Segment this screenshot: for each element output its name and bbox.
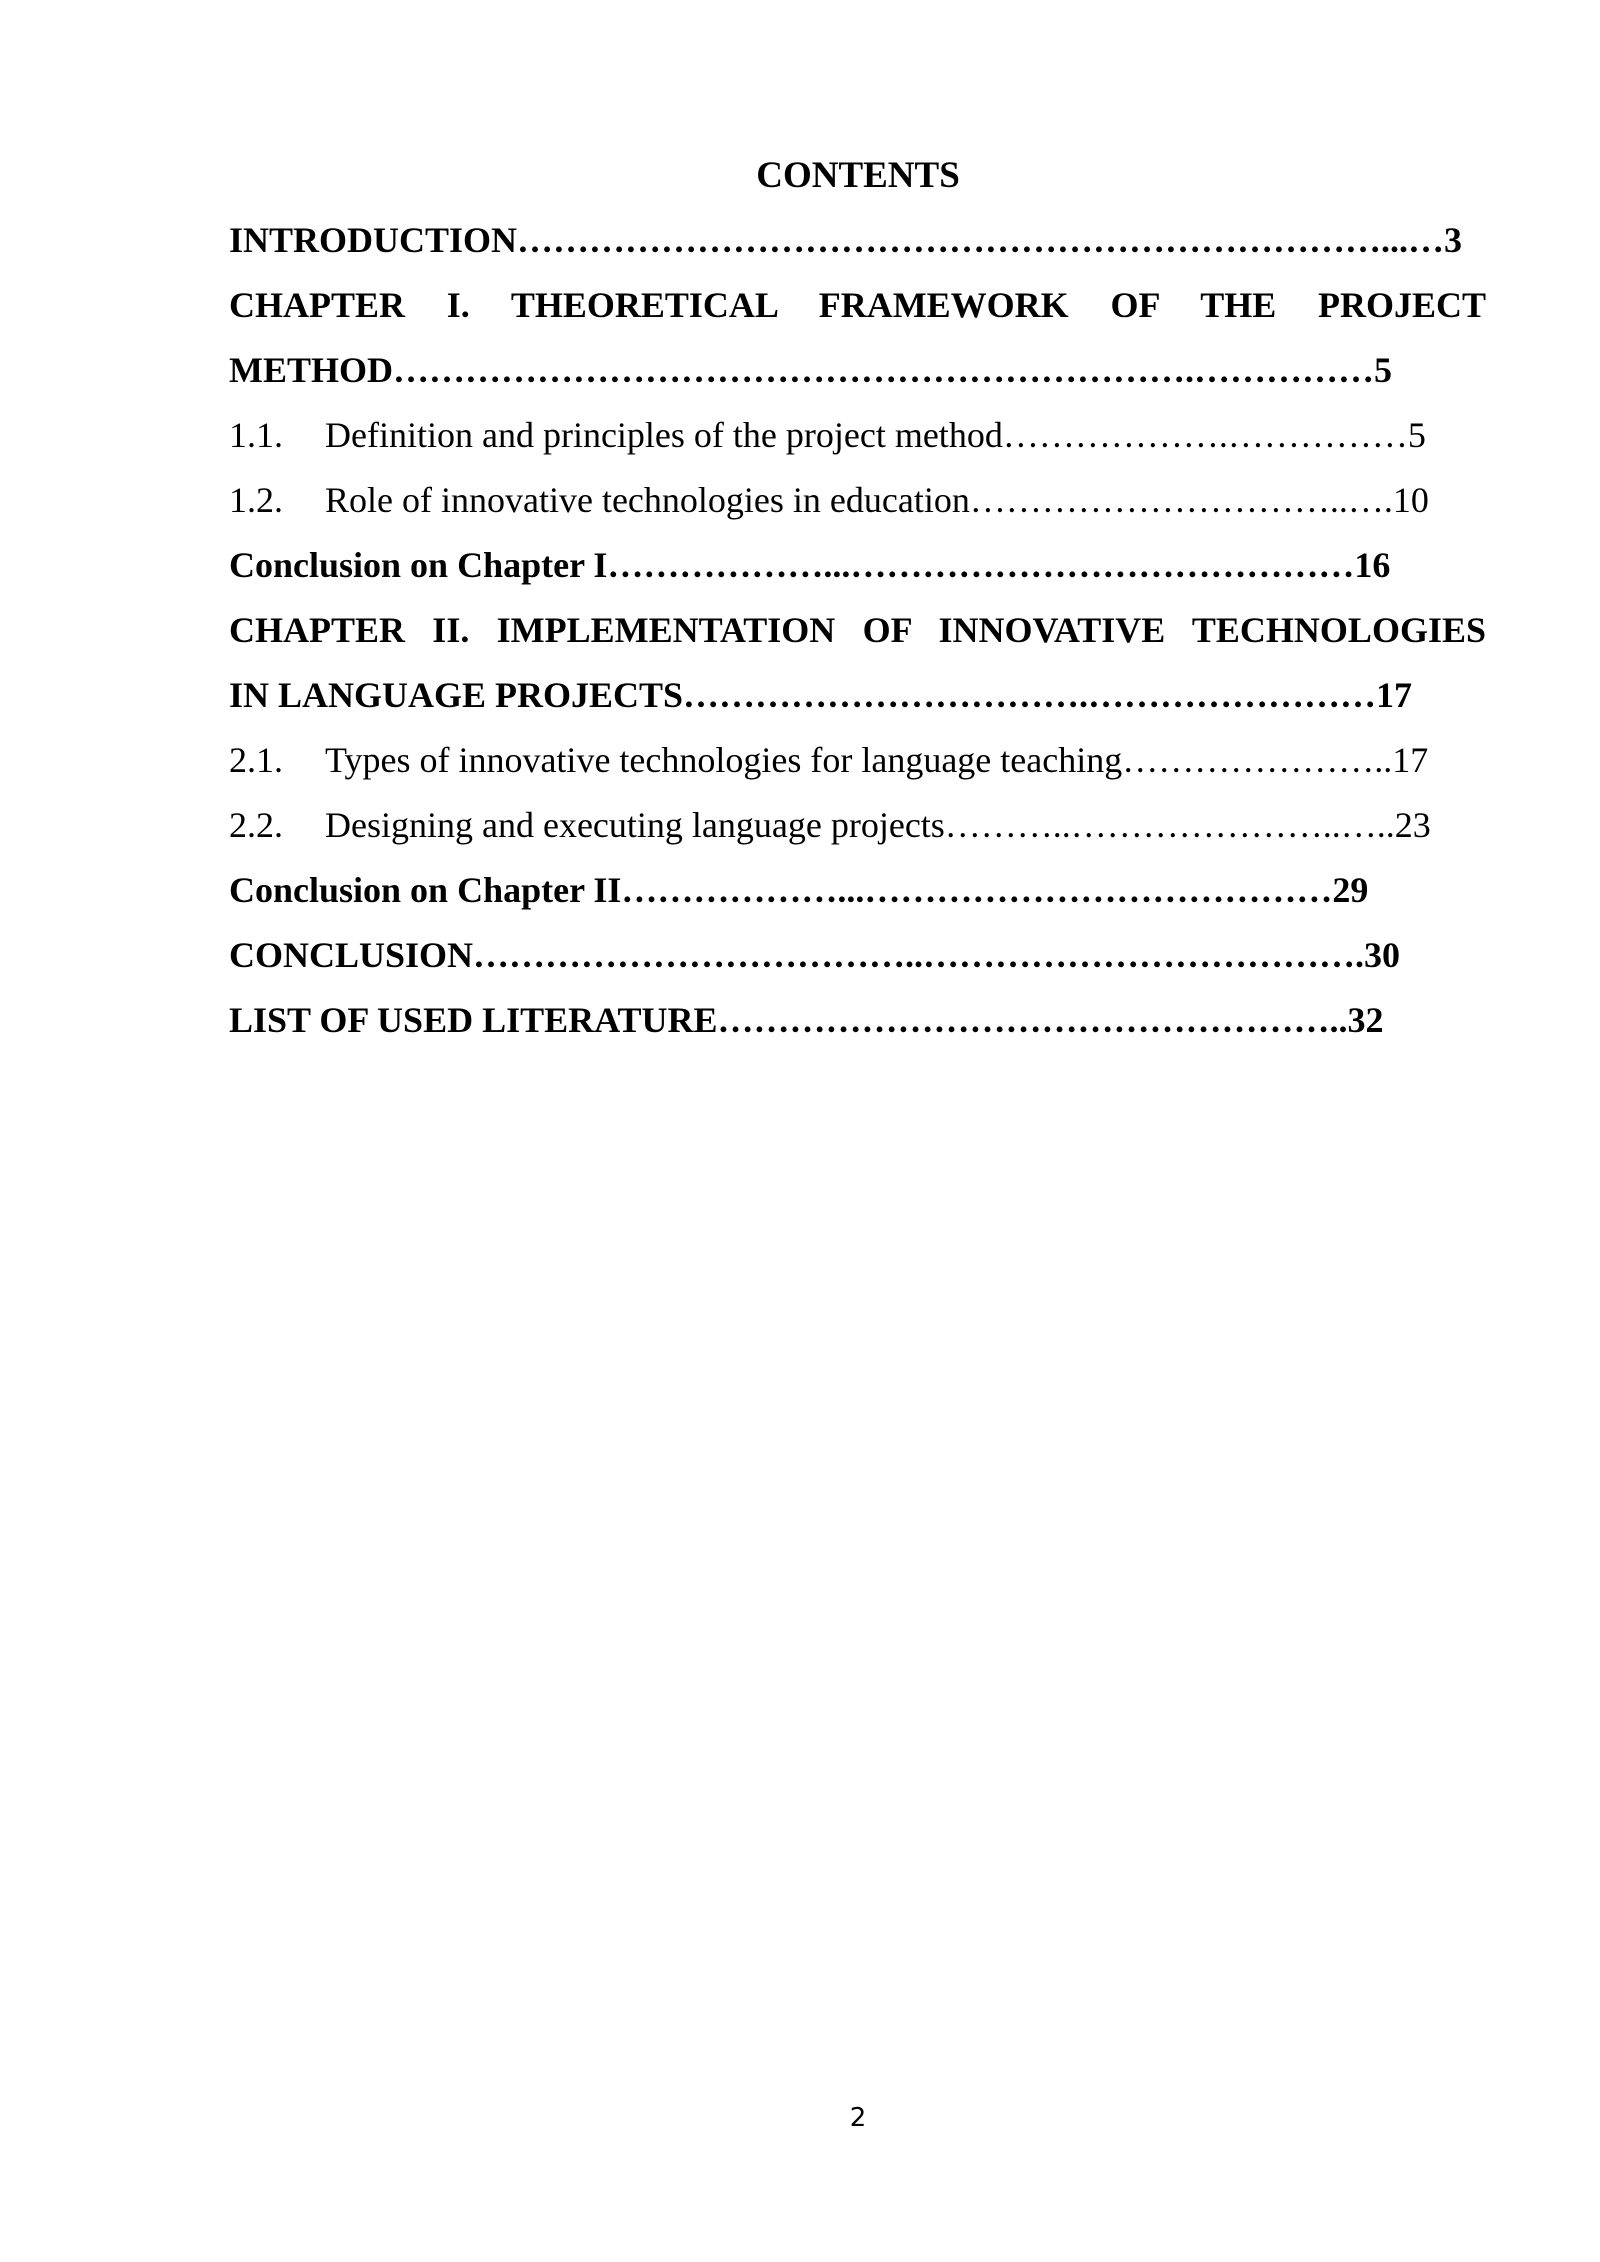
section-title: Designing and executing language projects………..…………………..…..23 xyxy=(325,805,1431,845)
toc-entry-introduction: INTRODUCTION………………………………………………………………...…3 xyxy=(229,220,1463,260)
section-number: 1.2. xyxy=(229,480,283,520)
toc-entry-conclusion: CONCLUSION………………………………..……………………………….30 xyxy=(229,935,1401,975)
toc-entry-chapter-1-title: CHAPTER I. THEORETICAL FRAMEWORK OF THE PROJECT xyxy=(229,285,1486,325)
toc-entry-chapter-1-title-continued: METHOD………………………………………………………….……………5 xyxy=(229,350,1393,390)
section-title: Definition and principles of the project method……………….……………5 xyxy=(325,415,1426,455)
toc-entry-chapter-2-title: CHAPTER II. IMPLEMENTATION OF INNOVATIVE TECHNOLOGIES xyxy=(229,610,1486,650)
section-number: 2.2. xyxy=(229,805,283,845)
section-title: Types of innovative technologies for language teaching…………………..17 xyxy=(325,740,1429,780)
toc-entry-conclusion-chapter-1: Conclusion on Chapter I………………...……………………………………16 xyxy=(229,545,1391,585)
toc-entry-literature: LIST OF USED LITERATURE……………………………………………..32 xyxy=(229,1000,1384,1040)
toc-entry-chapter-2-title-continued: IN LANGUAGE PROJECTS…………………………….……………………17 xyxy=(229,675,1413,715)
contents-heading: CONTENTS xyxy=(756,155,960,196)
toc-entry-section-2-1 xyxy=(229,734,1486,786)
section-number: 1.1. xyxy=(229,415,283,455)
page-number: 2 xyxy=(849,2103,867,2133)
section-title: Role of innovative technologies in education…………………………..….10 xyxy=(325,480,1429,520)
toc-entry-conclusion-chapter-2: Conclusion on Chapter II………………...…………………………………29 xyxy=(229,870,1369,910)
section-number: 2.1. xyxy=(229,740,283,780)
toc-entry-section-1-2 xyxy=(229,474,1486,526)
toc-entry-section-2-2 xyxy=(229,799,1486,851)
toc-entry-section-1-1 xyxy=(229,409,1486,461)
